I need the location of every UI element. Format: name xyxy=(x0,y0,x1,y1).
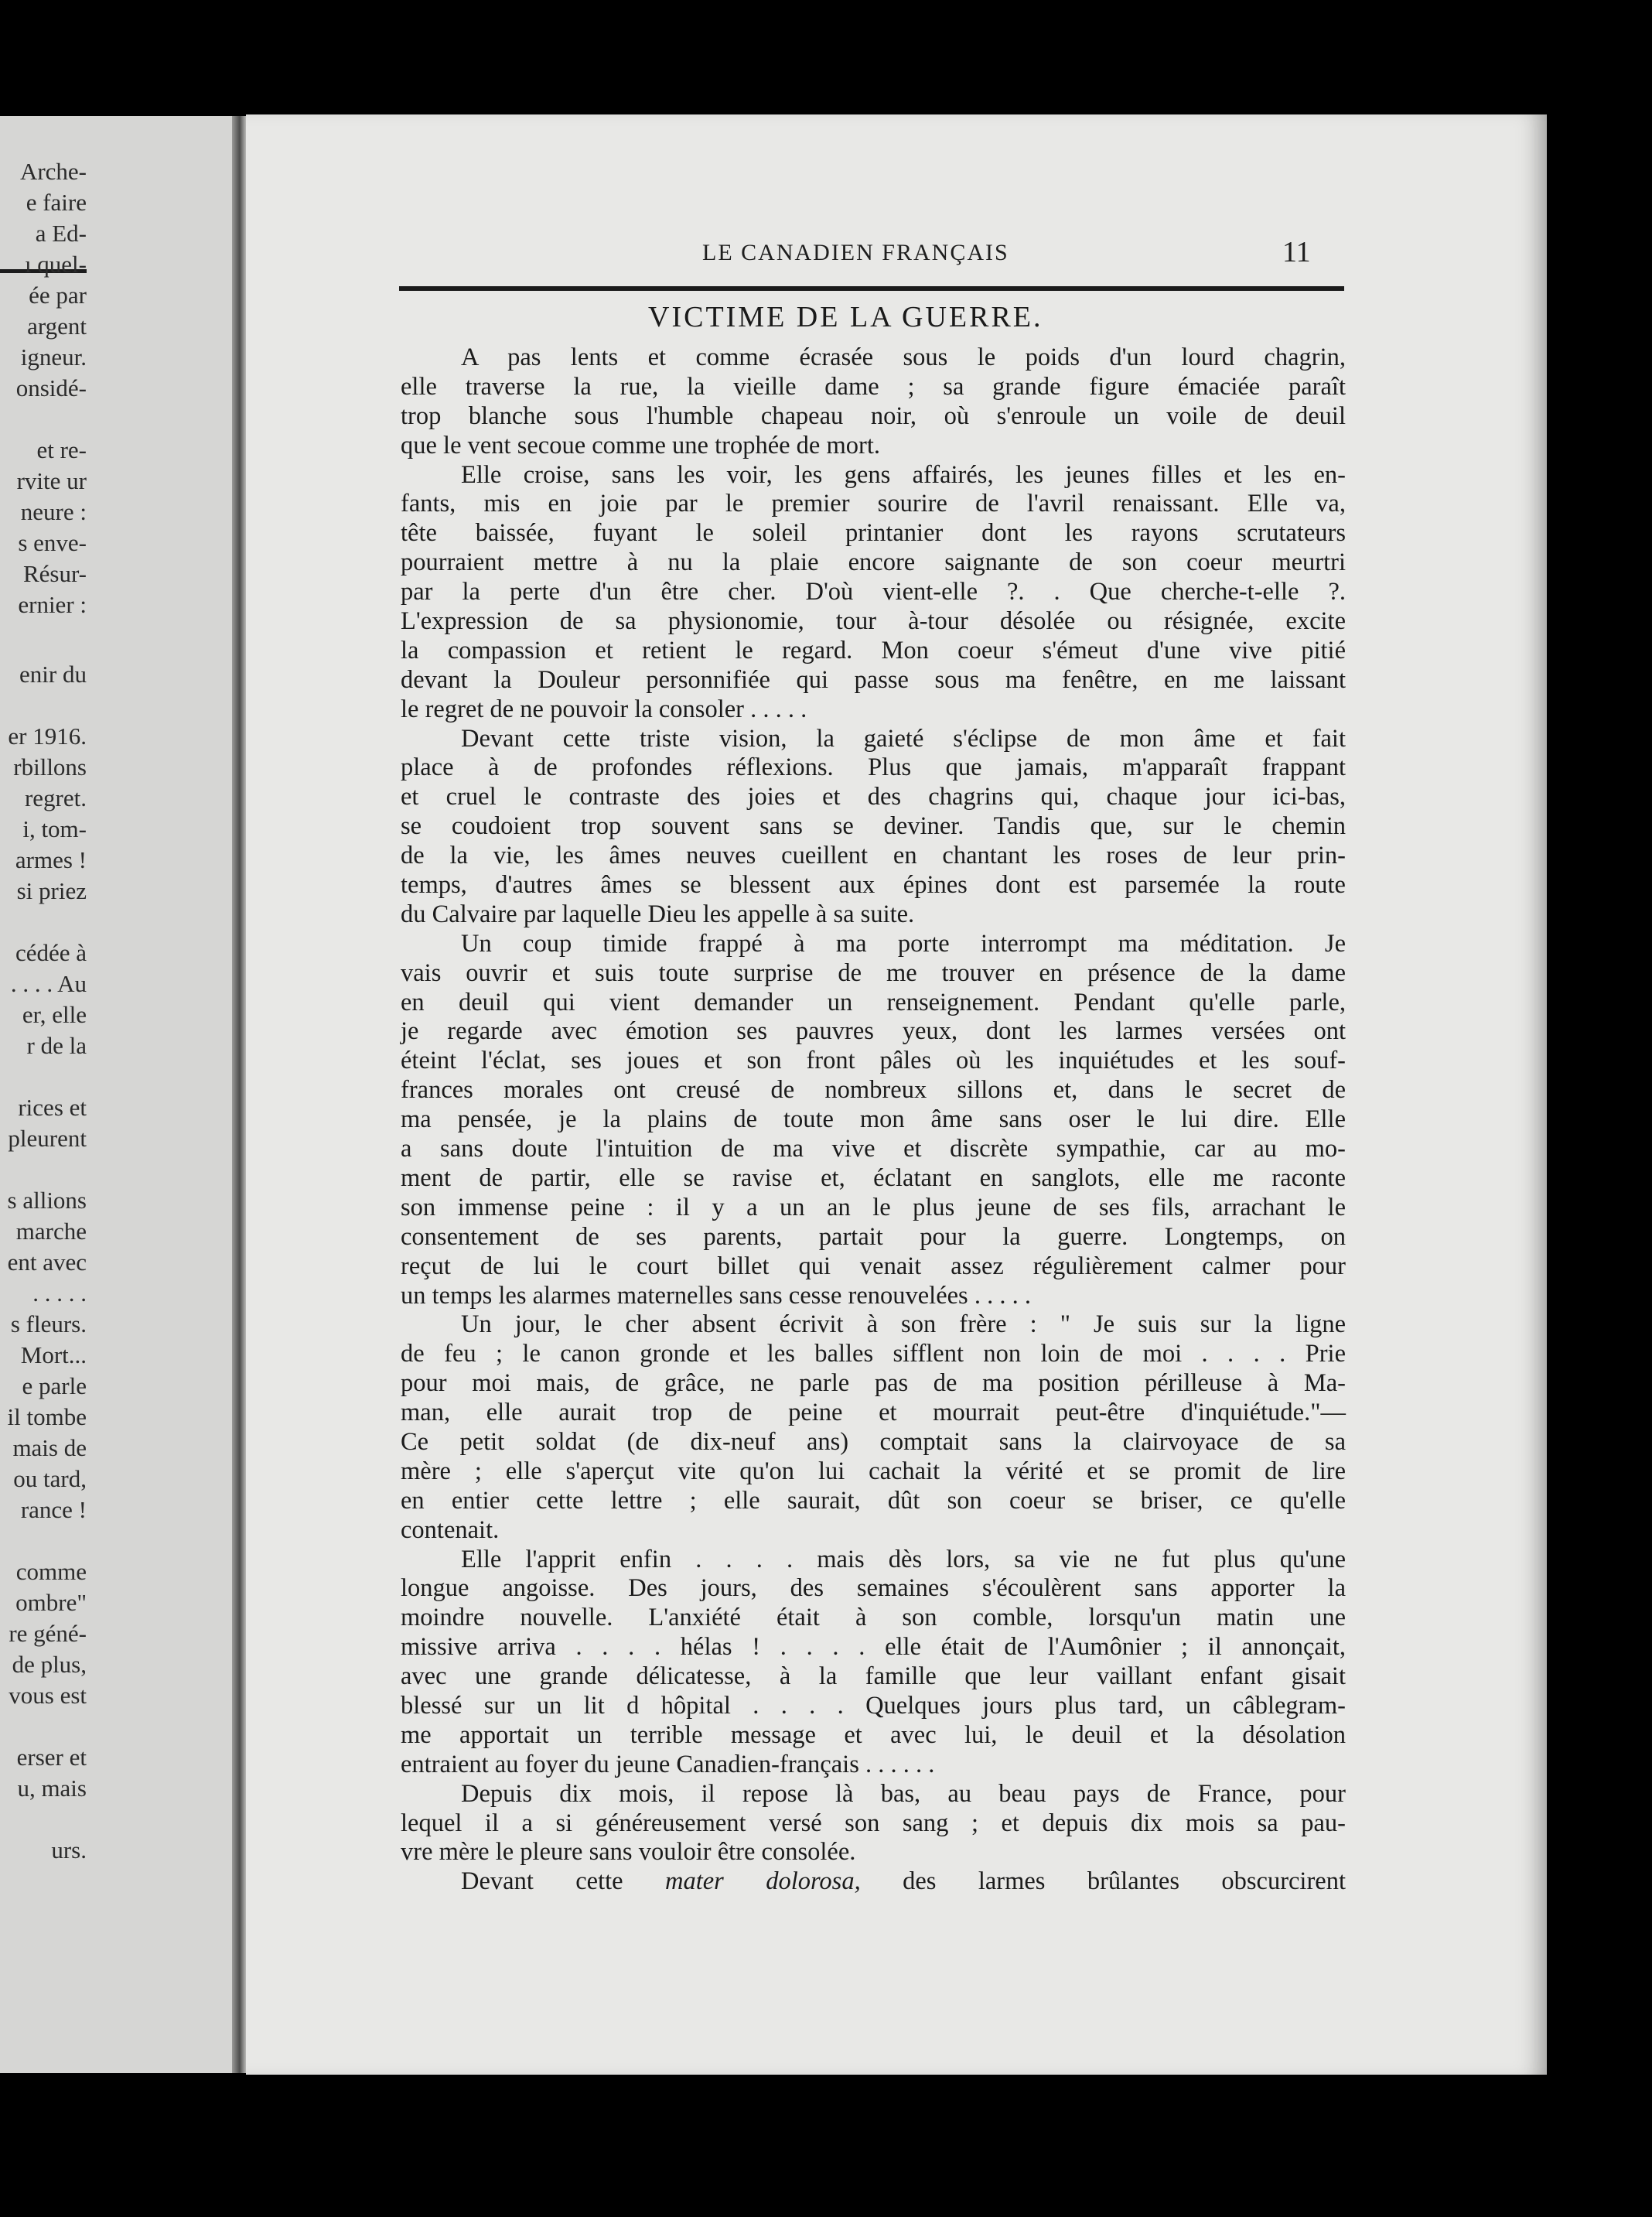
article-line: fants, mis en joie par le premier sourire de l'avril renaissant. Elle va, xyxy=(401,490,1346,518)
left-page-line: ernier : xyxy=(18,591,87,618)
left-page-line: enir du xyxy=(19,661,87,688)
article-line: se coudoient trop souvent sans se deviner. Tandis que, sur le chemin xyxy=(401,812,1346,841)
left-page-line: ent avec xyxy=(7,1249,87,1276)
article-line: que le vent secoue comme une trophée de mort. xyxy=(401,431,880,459)
article-line: tête baissée, fuyant le soleil printanier dont les rayons scrutateurs xyxy=(401,519,1346,548)
article-line: Devant cette triste vision, la gaieté s'éclipse de mon âme et fait xyxy=(461,724,1346,753)
article-line: du Calvaire par laquelle Dieu les appelle à sa suite. xyxy=(401,900,915,928)
left-page-line: rvite ur xyxy=(16,467,87,494)
article-line: a sans doute l'intuition de ma vive et discrète sympathie, car au mo- xyxy=(401,1135,1346,1163)
article-line: Un coup timide frappé à ma porte interrompt ma méditation. Je xyxy=(461,929,1346,958)
left-page-line: r de la xyxy=(26,1032,87,1059)
article-line: trop blanche sous l'humble chapeau noir, où s'enroule un voile de deuil xyxy=(401,401,1346,430)
left-page-line: i, tom- xyxy=(22,815,87,842)
left-page-line: si priez xyxy=(16,877,87,904)
final-line-italic: mater dolorosa, xyxy=(664,1867,861,1896)
left-page-line: ou tard, xyxy=(13,1465,87,1492)
article-line: par la perte d'un être cher. D'où vient-elle ?. . Que cherche-t-elle ?. xyxy=(401,578,1346,606)
left-page-line: argent xyxy=(27,313,87,340)
article-line: longue angoisse. Des jours, des semaines s'écoulèrent sans apporter la xyxy=(401,1574,1346,1603)
left-page-line: ombre" xyxy=(15,1589,87,1616)
article-line: pour moi mais, de grâce, ne parle pas de ma position périlleuse à Ma- xyxy=(401,1369,1346,1398)
article-line: entraient au foyer du jeune Canadien-français . . . . . . xyxy=(401,1750,935,1778)
left-page-line: rices et xyxy=(18,1094,87,1121)
article-line: un temps les alarmes maternelles sans cesse renouvelées . . . . . xyxy=(401,1281,1031,1310)
article-line: ment de partir, elle se ravise et, éclatant en sanglots, elle me raconte xyxy=(401,1163,1346,1192)
article-final-line xyxy=(401,1867,1346,1897)
article-line: son immense peine : il y a un an le plus jeune de ses fils, arrachant le xyxy=(401,1193,1346,1221)
article-line: contenait. xyxy=(401,1515,500,1544)
article-line: Ce petit soldat (de dix-neuf ans) comptait sans la clairvoyace de sa xyxy=(401,1427,1346,1456)
article-line: avec une grande délicatesse, à la famille que leur vaillant enfant gisait xyxy=(401,1662,1346,1691)
left-page-line: de plus, xyxy=(12,1651,87,1678)
article-line: la compassion et retient le regard. Mon coeur s'émeut d'une vive pitié xyxy=(401,636,1346,664)
article-line: Depuis dix mois, il repose là bas, au beau pays de France, pour xyxy=(461,1779,1346,1808)
left-page-line: re géné- xyxy=(9,1620,87,1647)
page-header xyxy=(246,236,1547,278)
final-line-start: Devant cette xyxy=(461,1867,665,1896)
left-page-line: ée par xyxy=(29,282,87,309)
left-page-line: marche xyxy=(15,1218,87,1245)
left-page-line: rance ! xyxy=(20,1496,87,1523)
running-title: LE CANADIEN FRANÇAIS xyxy=(702,240,1009,265)
left-page-line: Arche- xyxy=(19,158,87,185)
left-page-line: armes ! xyxy=(15,846,87,873)
left-page-line: vous est xyxy=(9,1682,87,1709)
left-page-line: pleurent xyxy=(8,1125,87,1152)
left-page-line: . . . . Au xyxy=(10,970,87,997)
left-page-line: igneur. xyxy=(20,343,87,371)
article-line: Elle l'apprit enfin . . . . mais dès lors, sa vie ne fut plus qu'une xyxy=(461,1545,1346,1573)
article-line: Elle croise, sans les voir, les gens affairés, les jeunes filles et les en- xyxy=(461,460,1346,489)
article-line: mère ; elle s'aperçut vite qu'on lui cachait la vérité et se promit de lire xyxy=(401,1457,1346,1485)
left-page-line: neure : xyxy=(20,498,87,525)
left-page-line: e parle xyxy=(22,1372,87,1399)
left-page-line: s enve- xyxy=(18,529,87,556)
article-line: devant la Douleur personnifiée qui passe sous ma fenêtre, en me laissant xyxy=(401,665,1346,694)
left-page-line: erser et xyxy=(16,1744,87,1771)
left-page-line: cédée à xyxy=(15,939,87,966)
right-page xyxy=(246,114,1547,2075)
scan-border xyxy=(0,2075,1652,2217)
article-line: de feu ; le canon gronde et les balles sifflent non loin de moi . . . . Prie xyxy=(401,1340,1346,1368)
article-line: de la vie, les âmes neuves cueillent en chantant les roses de leur prin- xyxy=(401,842,1346,870)
article-line: elle traverse la rue, la vieille dame ; sa grande figure émaciée paraît xyxy=(401,372,1346,401)
book-gutter xyxy=(232,116,246,2073)
article-line: vais ouvrir et suis toute surprise de me trouver en présence de la dame xyxy=(401,958,1346,987)
article-line: ma pensée, je la plains de toute mon âme sans oser le lui dire. Elle xyxy=(401,1105,1346,1134)
article-line: place à de profondes réflexions. Plus que jamais, m'apparaît frappant xyxy=(401,753,1346,782)
left-page-edge xyxy=(0,116,232,2073)
left-page-line: urs. xyxy=(51,1836,87,1863)
article-title: VICTIME DE LA GUERRE. xyxy=(648,301,1043,333)
article-line: consentement de ses parents, partait pour la guerre. Longtemps, on xyxy=(401,1222,1346,1251)
article-line: vre mère le pleure sans vouloir être consolée. xyxy=(401,1838,856,1867)
article-line: temps, d'autres âmes se blessent aux épines dont est parsemée la route xyxy=(401,871,1346,900)
article-line: L'expression de sa physionomie, tour à-tour désolée ou résignée, excite xyxy=(401,607,1346,636)
article-body xyxy=(401,343,1346,1897)
article-line: frances morales ont creusé de nombreux sillons et, dans le secret de xyxy=(401,1076,1346,1105)
left-page-line: a Ed- xyxy=(35,220,87,247)
article-line: reçut de lui le court billet qui venait assez régulièrement calmer pour xyxy=(401,1252,1346,1280)
article-line: je regarde avec émotion ses pauvres yeux, dont les larmes versées ont xyxy=(401,1017,1346,1046)
left-page-line: s allions xyxy=(7,1187,87,1214)
final-line-end: des larmes brûlantes obscurcirent xyxy=(860,1867,1346,1896)
left-page-line: s fleurs. xyxy=(10,1310,87,1337)
left-page-line: u, mais xyxy=(17,1775,87,1802)
left-page-line: e faire xyxy=(26,189,87,216)
left-page-line: regret. xyxy=(24,784,87,811)
article-line: missive arriva . . . . hélas ! . . . . elle était de l'Aumônier ; il annonçait, xyxy=(401,1633,1346,1662)
article-line: lequel il a si généreusement versé son sang ; et depuis dix mois sa pau- xyxy=(401,1809,1346,1837)
left-page-line: mais de xyxy=(12,1434,87,1461)
header-rule xyxy=(399,286,1344,291)
left-page-line: Mort... xyxy=(20,1341,87,1368)
article-line: blessé sur un lit d hôpital . . . . Quelques jours plus tard, un câblegram- xyxy=(401,1691,1346,1720)
article-line: Un jour, le cher absent écrivit à son frère : " Je suis sur la ligne xyxy=(461,1310,1346,1339)
left-page-line: rbillons xyxy=(13,753,87,781)
left-page-line: comme xyxy=(15,1558,87,1585)
article-line: en deuil qui vient demander un renseignement. Pendant qu'elle parle, xyxy=(401,988,1346,1016)
left-page-line: er, elle xyxy=(22,1001,87,1028)
left-page-line: onsidé- xyxy=(15,374,87,401)
article-line: me apportait un terrible message et avec lui, le deuil et la désolation xyxy=(401,1720,1346,1749)
article-line: en entier cette lettre ; elle saurait, dût son coeur se briser, ce qu'elle xyxy=(401,1486,1346,1515)
left-page-line: er 1916. xyxy=(8,722,87,750)
article-line: le regret de ne pouvoir la consoler . . . . . xyxy=(401,695,807,723)
page-number: 11 xyxy=(1282,236,1311,268)
article-line: man, elle aurait trop de peine et mourrait peut-être d'inquiétude."— xyxy=(401,1399,1346,1427)
left-page-line: Résur- xyxy=(22,560,87,587)
article-line: pourraient mettre à nu la plaie encore saignante de son coeur meurtri xyxy=(401,548,1346,577)
left-page-line: . . . . . xyxy=(32,1279,87,1307)
article-line: A pas lents et comme écrasée sous le poids d'un lourd chagrin, xyxy=(461,343,1346,371)
article-line: éteint l'éclat, ses joues et son front pâles où les inquiétudes et les souf- xyxy=(401,1047,1346,1075)
article-line: moindre nouvelle. L'anxiété était à son comble, lorsqu'un matin une xyxy=(401,1604,1346,1632)
article-line: et cruel le contraste des joies et des chagrins qui, chaque jour ici-bas, xyxy=(401,783,1346,811)
left-page-line: ı quel- xyxy=(24,251,87,278)
left-page-line: et re- xyxy=(36,436,87,463)
left-page-line: il tombe xyxy=(7,1403,87,1430)
